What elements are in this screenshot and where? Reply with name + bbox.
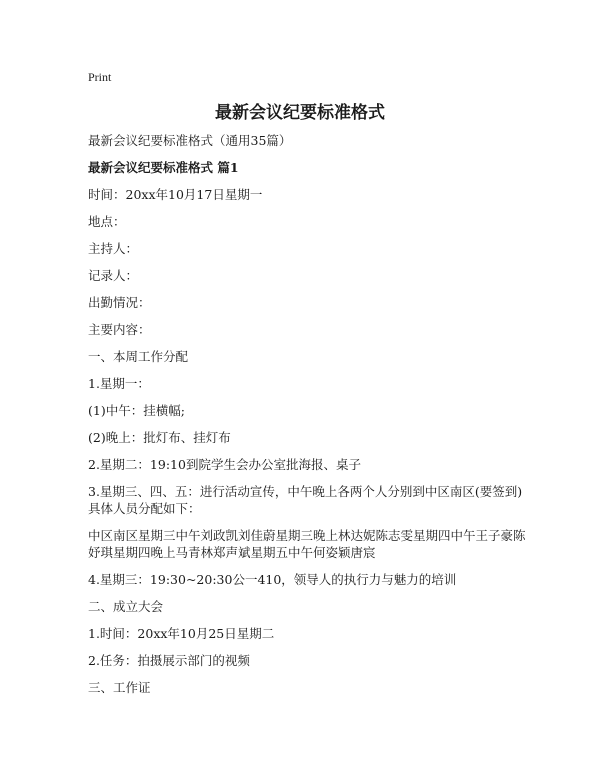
line-gap — [88, 473, 528, 483]
paragraph-line: 1.星期一： — [88, 376, 150, 391]
line-gap — [88, 365, 528, 375]
line-gap — [88, 446, 528, 456]
line-gap — [88, 230, 528, 240]
section-heading: 最新会议纪要标准格式 篇1 — [88, 160, 239, 175]
line-gap — [88, 284, 528, 294]
paragraph-line: 4.星期三：19:30~20:30公一410，领导人的执行力与魅力的培训 — [88, 572, 457, 587]
line-gap — [88, 311, 528, 321]
paragraph-line: 主要内容： — [88, 322, 151, 337]
paragraph-line: 最新会议纪要标准格式（通用35篇） — [88, 133, 292, 148]
line-gap — [88, 419, 528, 429]
paragraph-line: 中区南区星期三中午刘政凯刘佳蔚星期三晚上林达妮陈志雯星期四中午王子豪陈妤琪星期四晚上马青林郑声斌星期五中午何姿颖唐宸 — [88, 528, 526, 560]
line-gap — [88, 203, 528, 213]
line-gap — [88, 517, 528, 527]
paragraph-line: 主持人： — [88, 241, 139, 256]
line-gap — [88, 615, 528, 625]
line-gap — [88, 669, 528, 679]
document-body — [88, 132, 528, 696]
paragraph-line: 3.星期三、四、五：进行活动宣传，中午晚上各两个人分别到中区南区(要签到)具体人员分配如下： — [88, 484, 523, 516]
line-gap — [88, 561, 528, 571]
paragraph-line: 三、工作证 — [88, 680, 151, 695]
print-link[interactable]: Print — [88, 70, 112, 84]
line-gap — [88, 176, 528, 186]
line-gap — [88, 392, 528, 402]
page-title: 最新会议纪要标准格式 — [215, 103, 385, 123]
paragraph-line: 地点： — [88, 214, 126, 229]
paragraph-line: 2.星期二：19:10到院学生会办公室批海报、桌子 — [88, 457, 361, 472]
paragraph-line: 出勤情况： — [88, 295, 151, 310]
line-gap — [88, 642, 528, 652]
paragraph-line: 记录人： — [88, 268, 139, 283]
paragraph-line: 1.时间：20xx年10月25日星期二 — [88, 626, 275, 641]
line-gap — [88, 149, 528, 159]
paragraph-line: (2)晚上：批灯布、挂灯布 — [88, 430, 231, 445]
line-gap — [88, 588, 528, 598]
paragraph-line: (1)中午：挂横幅; — [88, 403, 185, 418]
paragraph-line: 时间：20xx年10月17日星期一 — [88, 187, 263, 202]
line-gap — [88, 338, 528, 348]
paragraph-line: 2.任务：拍摄展示部门的视频 — [88, 653, 250, 668]
paragraph-line: 一、本周工作分配 — [88, 349, 189, 364]
paragraph-line: 二、成立大会 — [88, 599, 164, 614]
line-gap — [88, 257, 528, 267]
